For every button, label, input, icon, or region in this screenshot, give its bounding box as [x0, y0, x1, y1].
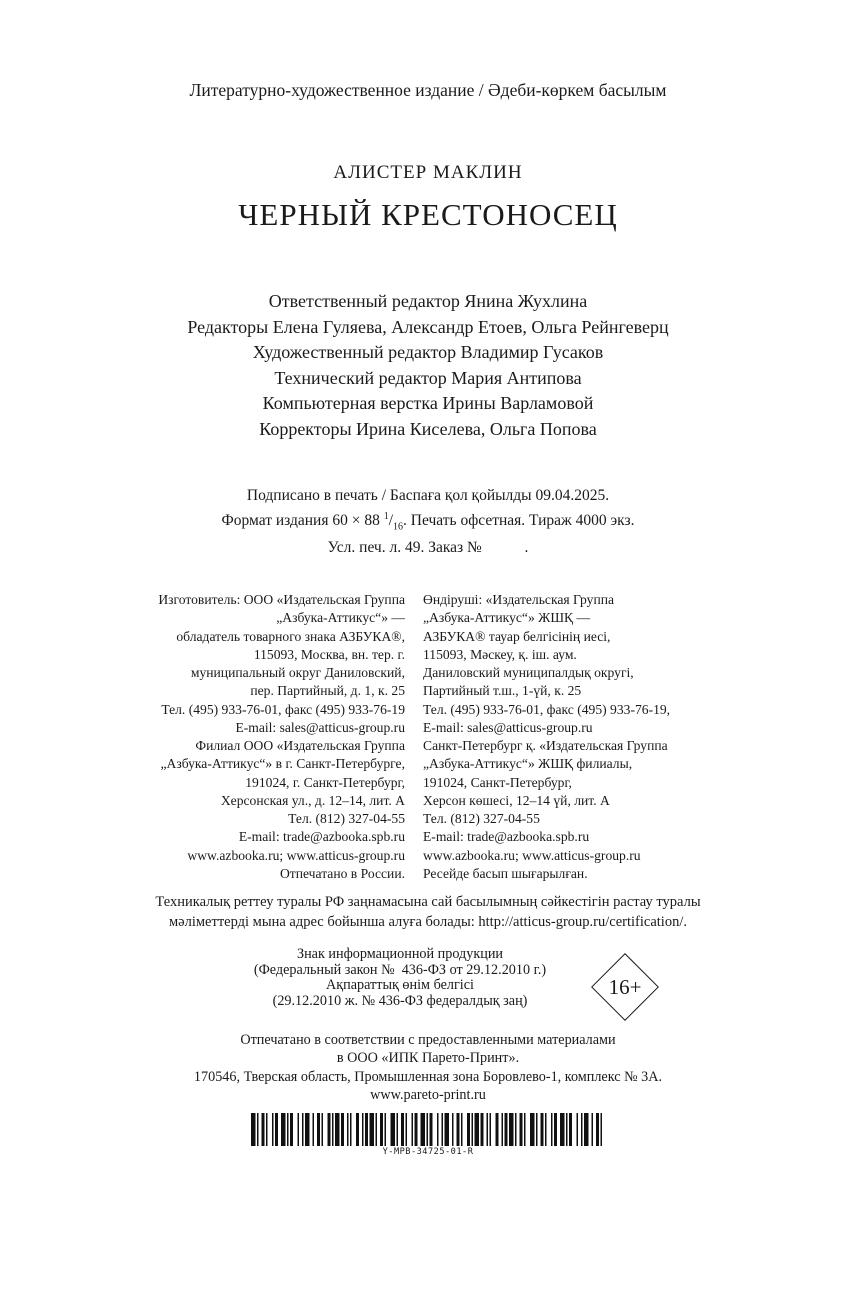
- web-ru: [60, 847, 405, 884]
- barcode-bar: [275, 1113, 278, 1146]
- barcode-bar: [505, 1113, 508, 1146]
- barcode-bar: [457, 1113, 460, 1146]
- barcode-bar: [376, 1113, 378, 1146]
- barcode-bar: [502, 1113, 504, 1146]
- barcode-bar: [251, 1113, 256, 1146]
- barcode-bar: [257, 1113, 259, 1146]
- barcode-bar: [584, 1113, 589, 1146]
- printer-info: [0, 1031, 856, 1105]
- barcode-bar: [262, 1113, 265, 1146]
- technical-regulation-line: мәліметтерді мына адрес бойынша алуға болады: http://atticus-group.ru/certification/.: [169, 913, 687, 930]
- barcode-bar: [287, 1113, 289, 1146]
- credit-executive-editor: Ответственный редактор Янина Жухлина: [268, 291, 588, 311]
- barcode-bar: [515, 1113, 517, 1146]
- barcode-bar: [467, 1113, 470, 1146]
- barcode-bar: [397, 1113, 399, 1146]
- barcode-bar: [412, 1113, 414, 1146]
- barcode-bar: [362, 1113, 364, 1146]
- technical-regulation: [0, 893, 856, 932]
- credit-editors: Редакторы Елена Гуляева, Александр Етоев, Ольга Рейнгеверц: [187, 316, 669, 337]
- info-sign-line: Знак информационной продукции: [296, 946, 504, 962]
- credit-proofreaders: Корректоры Ирина Киселева, Ольга Попова: [259, 418, 597, 439]
- barcode-bar: [401, 1113, 404, 1146]
- barcode-bar: [577, 1113, 579, 1146]
- manufacturer-kz-line: Партийный т.ш., 1-үй, к. 25: [423, 683, 582, 699]
- barcode-bar: [442, 1113, 444, 1146]
- barcode-bar: [560, 1113, 565, 1146]
- manufacturer-kz-line: E-mail: sales@atticus-group.ru: [423, 720, 593, 736]
- barcode-bar: [365, 1113, 368, 1146]
- barcode-bar: [350, 1113, 352, 1146]
- barcode-bar: [370, 1113, 375, 1146]
- barcode-bar: [427, 1113, 429, 1146]
- barcode-bar: [385, 1113, 387, 1146]
- barcode-bar: [328, 1113, 331, 1146]
- manufacturer-kz-line: Тел. (495) 933-76-01, факс (495) 933-76-19,: [423, 701, 671, 717]
- info-product-sign: [220, 947, 580, 1009]
- info-sign-line: (29.12.2010 ж. № 436-ФЗ федералдық заң): [272, 992, 528, 1009]
- manufacturer-ru-line: муниципальный округ Даниловский,: [190, 665, 405, 681]
- barcode-bar: [445, 1113, 450, 1146]
- barcode-bar: [481, 1113, 484, 1146]
- format-line: [0, 506, 856, 537]
- barcode-bar: [341, 1113, 344, 1146]
- web-kz: [423, 847, 783, 884]
- manufacturer-ru: [60, 591, 405, 737]
- barcode-bar: [452, 1113, 454, 1146]
- manufacturer-kz-line: Даниловский муниципалдық округі,: [423, 665, 634, 681]
- format-separator: /: [388, 512, 394, 530]
- barcode-bar: [520, 1113, 523, 1146]
- branch-ru: [60, 737, 405, 847]
- manufacturer-ru-line: обладатель товарного знака АЗБУКА®,: [176, 628, 405, 644]
- technical-regulation-line: Техникалық реттеу туралы РФ заңнамасына сай басылымның сәйкестігін растау туралы: [155, 894, 701, 910]
- branch-kz-line: Санкт-Петербург қ. «Издательская Группа: [423, 738, 668, 753]
- barcode-bar: [272, 1113, 274, 1146]
- barcode-bar: [472, 1113, 474, 1146]
- barcode-bar: [541, 1113, 544, 1146]
- book-author: АЛИСТЕР МАКЛИН: [333, 162, 523, 183]
- barcode-bar: [406, 1113, 408, 1146]
- credit-art-editor: Художественный редактор Владимир Гусаков: [252, 342, 604, 363]
- manufacturer-kz-line: „Азбука-Аттикус“» ЖШҚ —: [423, 610, 591, 626]
- barcode-bar: [461, 1113, 463, 1146]
- manufacturer-kz-line: АЗБУКА® тауар белгісінің иесі,: [423, 628, 611, 644]
- barcode-bar: [332, 1113, 334, 1146]
- branch-kz-line: E-mail: trade@azbooka.spb.ru: [423, 829, 590, 845]
- book-title: ЧЕРНЫЙ КРЕСТОНОСЕЦ: [238, 197, 618, 232]
- printer-line: в ООО «ИПК Парето-Принт».: [336, 1050, 520, 1067]
- barcode-bar: [335, 1113, 340, 1146]
- barcode-bar: [305, 1113, 310, 1146]
- barcode-bar: [566, 1113, 568, 1146]
- barcode-bar: [290, 1113, 293, 1146]
- barcode: [251, 1113, 605, 1161]
- barcode-bar: [421, 1113, 426, 1146]
- age-rating: 16+: [608, 975, 642, 999]
- manufacturer-ru-line: E-mail: sales@atticus-group.ru: [235, 720, 405, 736]
- branch-ru-line: E-mail: trade@azbooka.spb.ru: [238, 829, 405, 845]
- barcode-bar: [266, 1113, 268, 1146]
- printed-in-russia: Отпечатано в России.: [279, 866, 405, 882]
- age-rating-badge: [588, 950, 662, 1024]
- print-info-block: [0, 485, 856, 558]
- manufacturer-ru-line: „Азбука-Аттикус“» —: [276, 610, 405, 626]
- barcode-bar: [430, 1113, 433, 1146]
- printer-website: www.pareto-print.ru: [370, 1087, 486, 1104]
- barcode-bar: [317, 1113, 320, 1146]
- barcode-bar: [601, 1113, 603, 1146]
- credit-layout: Компьютерная верстка Ирины Варламовой: [262, 393, 594, 414]
- websites-kz: www.azbooka.ru; www.atticus-group.ru: [423, 848, 641, 863]
- manufacturer-ru-line: пер. Партийный, д. 1, к. 25: [250, 683, 405, 699]
- signed-to-print: Подписано в печать / Баспаға қол қойылды 09.04.2025.: [246, 487, 610, 504]
- branch-kz-line: Херсон көшесі, 12–14 үй, лит. А: [423, 792, 610, 808]
- printer-line: Отпечатано в соответствии с предоставленными материалами: [240, 1032, 616, 1048]
- barcode-bar: [545, 1113, 547, 1146]
- branch-kz: [423, 737, 783, 847]
- barcode-bar: [509, 1113, 514, 1146]
- barcode-bar: [536, 1113, 538, 1146]
- barcode-bar: [298, 1113, 300, 1146]
- branch-kz-line: Тел. (812) 327-04-55: [423, 811, 540, 827]
- credits-block: [0, 289, 856, 443]
- barcode-bar: [581, 1113, 583, 1146]
- barcode-bar: [487, 1113, 489, 1146]
- format-denominator: 16: [393, 521, 404, 533]
- barcode-bar: [322, 1113, 324, 1146]
- format-prefix: Формат издания 60 × 88: [221, 512, 384, 530]
- barcode-code: Y-MPB-34725-01-R: [382, 1147, 474, 1157]
- branch-ru-line: Тел. (812) 327-04-55: [288, 811, 405, 827]
- manufacturer-ru-line: Изготовитель: ООО «Издательская Группа: [158, 592, 405, 607]
- format-suffix: . Печать офсетная. Тираж 4000 экз.: [403, 512, 635, 530]
- info-sign-line: Ақпараттық өнім белгісі: [326, 977, 474, 994]
- barcode-bar: [524, 1113, 526, 1146]
- sheets-order-line: Усл. печ. л. 49. Заказ № .: [327, 539, 529, 557]
- manufacturer-ru-line: Тел. (495) 933-76-01, факс (495) 933-76-19: [161, 701, 405, 717]
- credit-technical-editor: Технический редактор Мария Антипова: [274, 367, 582, 388]
- barcode-bar: [496, 1113, 499, 1146]
- branch-ru-line: „Азбука-Аттикус“» в г. Санкт-Петербурге,: [160, 756, 405, 772]
- printer-line: 170546, Тверская область, Промышленная зона Боровлево-1, комплекс № 3А.: [193, 1068, 663, 1085]
- barcode-bar: [380, 1113, 383, 1146]
- barcode-bar: [415, 1113, 418, 1146]
- websites-ru: www.azbooka.ru; www.atticus-group.ru: [187, 848, 405, 863]
- printed-in-russia-kz: Ресейде басып шығарылған.: [423, 866, 588, 882]
- barcode-bar: [475, 1113, 480, 1146]
- barcode-bar: [596, 1113, 599, 1146]
- barcode-bar: [569, 1113, 572, 1146]
- branch-kz-line: 191024, Санкт-Петербург,: [423, 774, 572, 790]
- branch-ru-line: Филиал ООО «Издательская Группа: [195, 738, 405, 753]
- barcode-bar: [592, 1113, 594, 1146]
- barcode-bar: [313, 1113, 315, 1146]
- manufacturer-kz: [423, 591, 783, 737]
- barcode-bar: [347, 1113, 349, 1146]
- barcode-bar: [554, 1113, 557, 1146]
- manufacturer-ru-line: 115093, Москва, вн. тер. г.: [253, 646, 405, 662]
- manufacturer-kz-line: 115093, Мәскеу, қ. іш. аум.: [423, 646, 577, 662]
- barcode-bar: [302, 1113, 304, 1146]
- barcode-bar: [437, 1113, 439, 1146]
- barcode-bar: [530, 1113, 535, 1146]
- barcode-bar: [391, 1113, 396, 1146]
- barcode-icon: [251, 1113, 605, 1146]
- barcode-bar: [356, 1113, 359, 1146]
- manufacturer-kz-line: Өндіруші: «Издательская Группа: [423, 592, 615, 607]
- format-numerator: 1: [383, 511, 389, 522]
- barcode-bar: [551, 1113, 553, 1146]
- barcode-bar: [281, 1113, 286, 1146]
- barcode-bar: [490, 1113, 492, 1146]
- branch-kz-line: „Азбука-Аттикус“» ЖШҚ филиалы,: [423, 756, 633, 772]
- branch-ru-line: 191024, г. Санкт-Петербург,: [245, 774, 405, 790]
- edition-type: Литературно-художественное издание / Әдеби-көркем басылым: [189, 80, 667, 100]
- info-sign-line: (Федеральный закон № 436-ФЗ от 29.12.2010 г.): [253, 961, 547, 978]
- branch-ru-line: Херсонская ул., д. 12–14, лит. А: [220, 792, 405, 808]
